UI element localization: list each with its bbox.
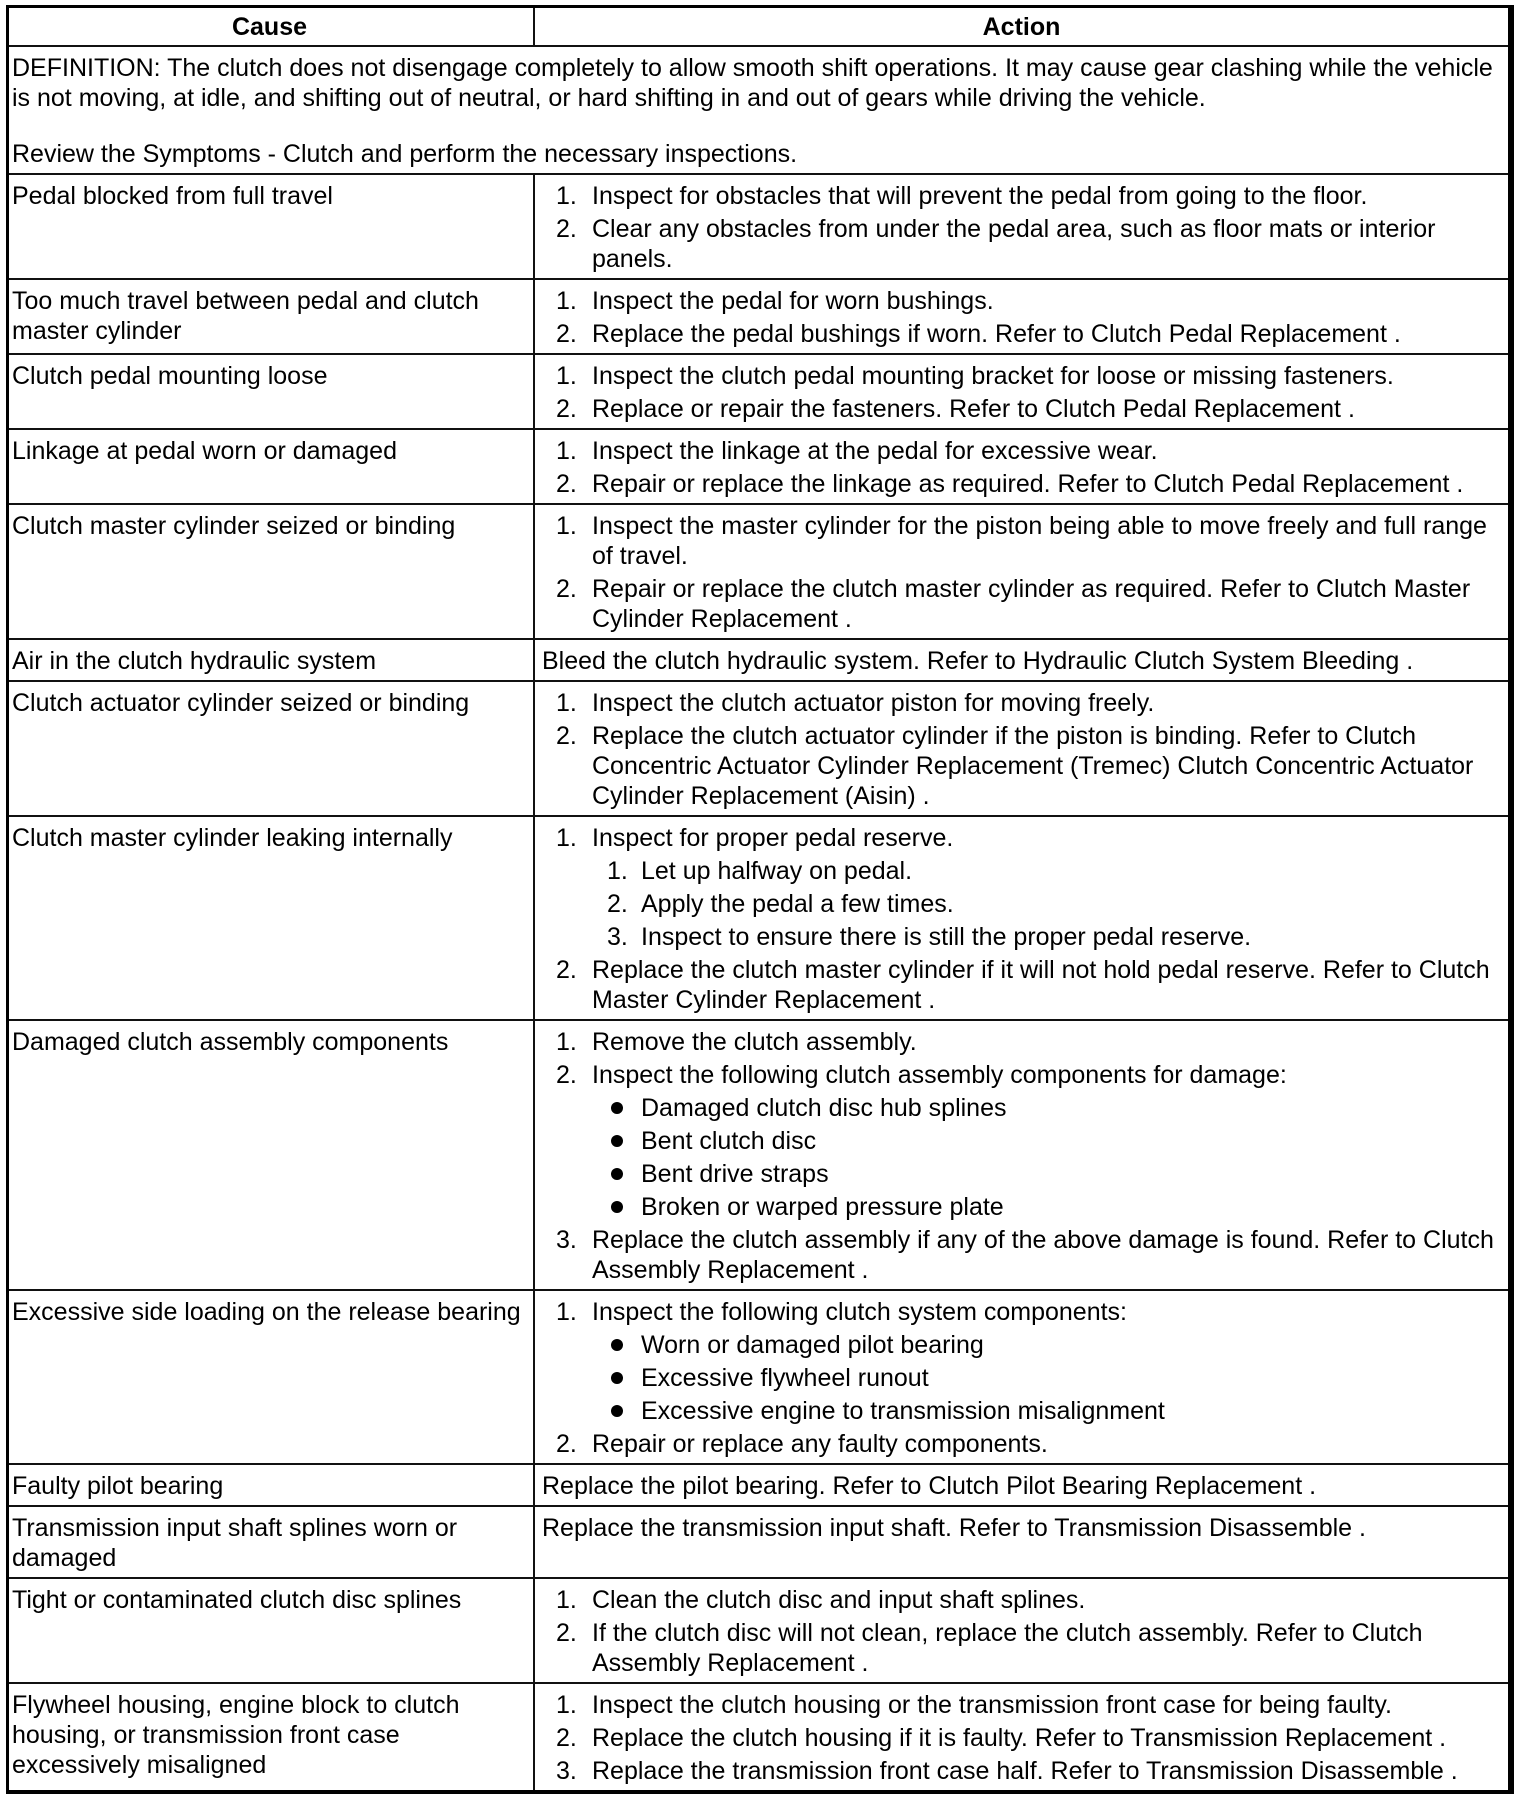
bullet-item: Bent drive straps (641, 1159, 1502, 1189)
action-step: Replace the clutch master cylinder if it will not hold pedal reserve. Refer to Clutch Master Cylinder Replacement . (592, 956, 1490, 1014)
review-text: Review the Symptoms - Clutch and perform the necessary inspections. (12, 140, 798, 168)
bullet-item: Broken or warped pressure plate (641, 1192, 1502, 1222)
action-steps (542, 1027, 1502, 1285)
action-step: Inspect the master cylinder for the piston being able to move freely and full range of travel. (592, 512, 1487, 570)
cause-cell: Too much travel between pedal and clutch master cylinder (9, 280, 535, 355)
action-step: Replace the transmission front case half. Refer to Transmission Disassemble . (592, 1757, 1458, 1785)
action-step: Repair or replace the linkage as required. Refer to Clutch Pedal Replacement . (592, 470, 1464, 498)
cause-cell: Transmission input shaft splines worn or damaged (9, 1507, 535, 1579)
action-cell (535, 1291, 1508, 1465)
definition-cell (9, 47, 1508, 175)
cause-cell: Pedal blocked from full travel (9, 175, 535, 280)
action-steps (542, 181, 1502, 274)
action-cell (535, 430, 1508, 505)
action-cell (535, 682, 1508, 817)
action-cell (535, 355, 1508, 430)
cause-cell: Tight or contaminated clutch disc splines (9, 1579, 535, 1684)
cause-cell: Clutch pedal mounting loose (9, 355, 535, 430)
action-step: Replace or repair the fasteners. Refer to Clutch Pedal Replacement . (592, 395, 1355, 423)
cause-cell: Linkage at pedal worn or damaged (9, 430, 535, 505)
action-step: Inspect the clutch housing or the transmission front case for being faulty. (592, 1691, 1392, 1719)
table-row (9, 1579, 1508, 1684)
action-steps (542, 361, 1502, 424)
action-step (592, 823, 1502, 952)
cause-cell: Clutch actuator cylinder seized or binding (9, 682, 535, 817)
header-row (9, 8, 1508, 47)
cause-cell: Faulty pilot bearing (9, 1465, 535, 1507)
action-cell: Bleed the clutch hydraulic system. Refer to Hydraulic Clutch System Bleeding . (535, 640, 1508, 682)
action-steps (542, 286, 1502, 349)
action-step-text: Inspect the following clutch system components: (592, 1298, 1127, 1326)
definition-text: DEFINITION: The clutch does not disengage completely to allow smooth shift operations. It may cause gear clashing while the vehicle is not moving, at idle, and shifting out of neutral, or hard shifting in and out of gears while driving the vehicle. (12, 54, 1493, 112)
action-cell (535, 1579, 1508, 1684)
action-steps (542, 1690, 1502, 1786)
bullet-item: Worn or damaged pilot bearing (641, 1330, 1502, 1360)
table-row (9, 430, 1508, 505)
action-steps (542, 1297, 1502, 1459)
action-step: Inspect the clutch pedal mounting bracket for loose or missing fasteners. (592, 362, 1394, 390)
action-step (592, 1297, 1502, 1426)
sub-step: Apply the pedal a few times. (641, 890, 954, 918)
action-steps (542, 1585, 1502, 1678)
action-step-text: Inspect the following clutch assembly components for damage: (592, 1061, 1287, 1089)
action-cell: Replace the transmission input shaft. Refer to Transmission Disassemble . (535, 1507, 1508, 1579)
action-steps (542, 823, 1502, 1015)
action-step: Remove the clutch assembly. (592, 1028, 917, 1056)
sub-steps (592, 856, 1502, 952)
action-header: Action (535, 8, 1508, 47)
table-row (9, 355, 1508, 430)
action-step: Inspect for obstacles that will prevent the pedal from going to the floor. (592, 182, 1368, 210)
action-steps (542, 436, 1502, 499)
table-row (9, 817, 1508, 1021)
action-cell (535, 175, 1508, 280)
cause-header: Cause (9, 8, 535, 47)
action-step: If the clutch disc will not clean, replace the clutch assembly. Refer to Clutch Assembly Replacement . (592, 1619, 1423, 1677)
cause-cell: Damaged clutch assembly components (9, 1021, 535, 1291)
action-step-text: Inspect for proper pedal reserve. (592, 824, 954, 852)
definition-row (9, 47, 1508, 175)
action-step: Clear any obstacles from under the pedal area, such as floor mats or interior panels. (592, 215, 1436, 273)
action-cell: Replace the pilot bearing. Refer to Clutch Pilot Bearing Replacement . (535, 1465, 1508, 1507)
table-row (9, 280, 1508, 355)
action-step: Replace the pedal bushings if worn. Refer to Clutch Pedal Replacement . (592, 320, 1401, 348)
cause-cell: Excessive side loading on the release bearing (9, 1291, 535, 1465)
bullet-item: Damaged clutch disc hub splines (641, 1093, 1502, 1123)
diagnosis-table (6, 5, 1514, 1794)
action-step: Inspect the clutch actuator piston for moving freely. (592, 689, 1155, 717)
action-steps (542, 688, 1502, 811)
table-row (9, 682, 1508, 817)
action-step: Clean the clutch disc and input shaft splines. (592, 1586, 1086, 1614)
sub-step: Let up halfway on pedal. (641, 857, 913, 885)
action-cell (535, 505, 1508, 640)
cause-cell: Flywheel housing, engine block to clutch housing, or transmission front case excessively misaligned (9, 1684, 535, 1790)
cause-cell: Air in the clutch hydraulic system (9, 640, 535, 682)
table-row (9, 640, 1508, 682)
action-cell (535, 1684, 1508, 1790)
table-row (9, 1021, 1508, 1291)
action-step: Replace the clutch actuator cylinder if the piston is binding. Refer to Clutch Concentric Actuator Cylinder Replacement (Tremec) Clutch Concentric Actuator Cylinder Replacement (Aisin) . (592, 722, 1474, 810)
bullet-item: Bent clutch disc (641, 1126, 1502, 1156)
bullet-list (592, 1330, 1502, 1426)
table-row (9, 505, 1508, 640)
action-step (592, 1060, 1502, 1222)
action-step: Replace the clutch assembly if any of the above damage is found. Refer to Clutch Assembly Replacement . (592, 1226, 1494, 1284)
table-row (9, 1507, 1508, 1579)
table-row (9, 1684, 1508, 1790)
table-row (9, 1291, 1508, 1465)
sub-step: Inspect to ensure there is still the proper pedal reserve. (641, 923, 1252, 951)
action-step: Replace the clutch housing if it is faulty. Refer to Transmission Replacement . (592, 1724, 1447, 1752)
action-cell (535, 817, 1508, 1021)
bullet-item: Excessive flywheel runout (641, 1363, 1502, 1393)
cause-cell: Clutch master cylinder leaking internally (9, 817, 535, 1021)
table-row (9, 175, 1508, 280)
action-step: Inspect the linkage at the pedal for excessive wear. (592, 437, 1158, 465)
action-step: Repair or replace the clutch master cylinder as required. Refer to Clutch Master Cylinder Replacement . (592, 575, 1471, 633)
action-cell (535, 1021, 1508, 1291)
action-cell (535, 280, 1508, 355)
action-steps (542, 511, 1502, 634)
cause-cell: Clutch master cylinder seized or binding (9, 505, 535, 640)
table-row (9, 1465, 1508, 1507)
action-step: Repair or replace any faulty components. (592, 1430, 1048, 1458)
bullet-list (592, 1093, 1502, 1222)
bullet-item: Excessive engine to transmission misalignment (641, 1396, 1502, 1426)
action-step: Inspect the pedal for worn bushings. (592, 287, 994, 315)
